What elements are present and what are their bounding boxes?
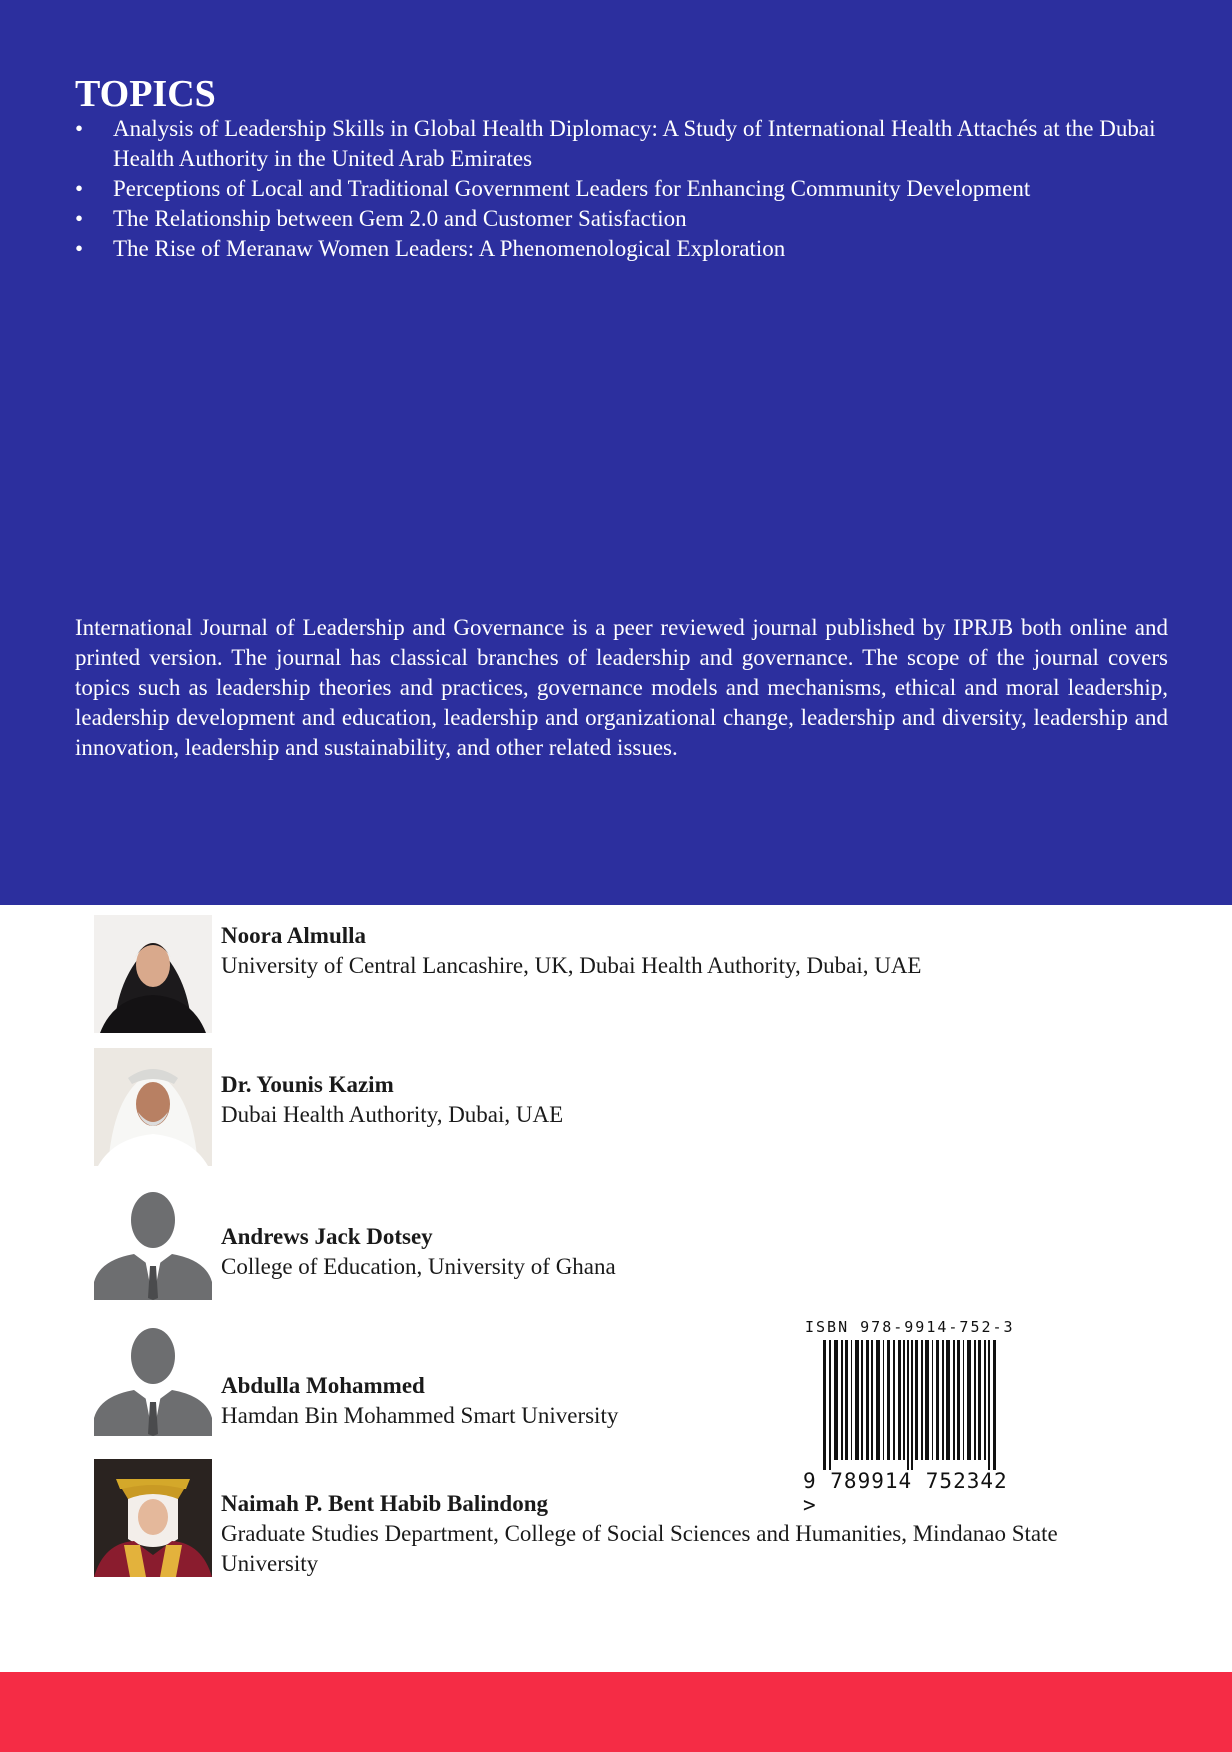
author-affiliation: Hamdan Bin Mohammed Smart University	[221, 1403, 619, 1428]
bullet-icon: •	[75, 116, 84, 141]
topic-text: Analysis of Leadership Skills in Global Health Diplomacy: A Study of International Health Attachés at the Dubai Health Authority in the United Arab Emirates	[113, 116, 1156, 171]
person-silhouette-icon	[94, 1318, 212, 1436]
topic-item	[75, 174, 1165, 204]
author-entry	[94, 1048, 1154, 1166]
person-silhouette-icon	[94, 1182, 212, 1300]
bullet-icon: •	[75, 236, 84, 261]
author-name: Noora Almulla	[221, 923, 367, 948]
author-photo	[94, 1048, 212, 1166]
topics-title: TOPICS	[75, 73, 216, 115]
bullet-icon: •	[75, 206, 84, 231]
author-photo	[94, 1318, 212, 1436]
author-affiliation: Dubai Health Authority, Dubai, UAE	[221, 1102, 564, 1127]
topic-item	[75, 204, 1165, 234]
portrait-woman-icon	[94, 915, 212, 1033]
author-photo	[94, 1182, 212, 1300]
portrait-man-icon	[94, 1048, 212, 1166]
author-affiliation: University of Central Lancashire, UK, Dubai Health Authority, Dubai, UAE	[221, 953, 922, 978]
author-name: Naimah P. Bent Habib Balindong	[221, 1491, 548, 1516]
bottom-band	[0, 1672, 1232, 1752]
bullet-icon: •	[75, 176, 84, 201]
author-photo	[94, 915, 212, 1033]
portrait-graduate-icon	[94, 1459, 212, 1577]
topic-text: The Rise of Meranaw Women Leaders: A Phenomenological Exploration	[113, 236, 786, 261]
isbn-barcode	[803, 1318, 1033, 1517]
isbn-label: ISBN 978-9914-752-3	[805, 1318, 1015, 1336]
author-name: Abdulla Mohammed	[221, 1373, 425, 1398]
author-photo	[94, 1459, 212, 1577]
topics-list	[75, 114, 1165, 264]
barcode-icon	[803, 1340, 1013, 1470]
author-affiliation: Graduate Studies Department, College of Social Sciences and Humanities, Mindanao State University	[221, 1521, 1058, 1576]
topic-text: Perceptions of Local and Traditional Government Leaders for Enhancing Community Development	[113, 176, 1031, 201]
author-affiliation: College of Education, University of Ghana	[221, 1254, 616, 1279]
author-name: Dr. Younis Kazim	[221, 1072, 394, 1097]
author-name: Andrews Jack Dotsey	[221, 1224, 433, 1249]
topic-item	[75, 114, 1165, 174]
barcode-digits: 9 789914 752342 >	[803, 1469, 1008, 1517]
topic-text: The Relationship between Gem 2.0 and Customer Satisfaction	[113, 206, 687, 231]
journal-description: International Journal of Leadership and Governance is a peer reviewed journal published by IPRJB both online and printed version. The journal has classical branches of leadership and governance. The scope of the journal covers topics such as leadership theories and practices, governance models and mechanisms, ethical and moral leadership, leadership development and education, leadership and organizational change, leadership and diversity, leadership and innovation, leadership and sustainability, and other related issues.	[75, 615, 1168, 760]
author-entry	[94, 1182, 1154, 1300]
author-entry	[94, 915, 1154, 1033]
topic-item	[75, 234, 1165, 264]
